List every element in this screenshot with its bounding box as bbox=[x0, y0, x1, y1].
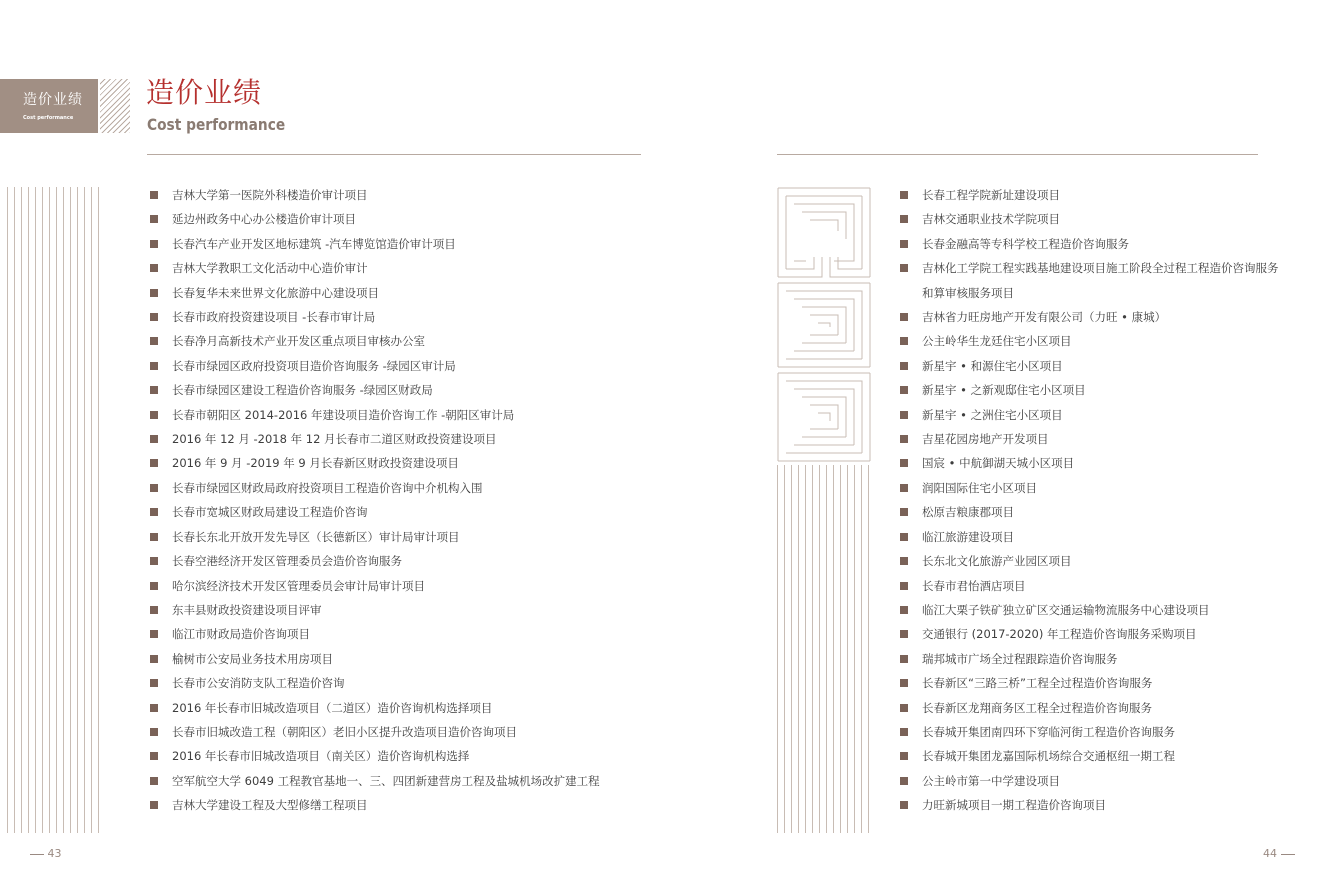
bullet-square-icon bbox=[900, 655, 908, 663]
list-item-text: 长春市政府投资建设项目 -长春市审计局 bbox=[172, 310, 376, 325]
list-item-text: 长春市绿园区建设工程造价咨询服务 -绿园区财政局 bbox=[172, 383, 433, 398]
page-number-dash bbox=[30, 854, 44, 855]
bullet-square-icon bbox=[150, 557, 158, 565]
bullet-square-icon bbox=[150, 508, 158, 516]
list-item-text: 2016 年长春市旧城改造项目（南关区）造价咨询机构选择 bbox=[172, 749, 470, 764]
list-item bbox=[150, 744, 630, 768]
list-item-text: 临江旅游建设项目 bbox=[922, 529, 1014, 544]
bullet-square-icon bbox=[150, 386, 158, 394]
bullet-square-icon bbox=[900, 728, 908, 736]
bullet-square-icon bbox=[150, 435, 158, 443]
bullet-square-icon bbox=[150, 484, 158, 492]
bullet-square-icon bbox=[150, 679, 158, 687]
list-item bbox=[150, 720, 630, 744]
section-tab-subtitle: Cost performance bbox=[23, 115, 74, 121]
list-item-text: 瑞邦城市广场全过程跟踪造价咨询服务 bbox=[922, 651, 1118, 666]
list-item bbox=[150, 403, 630, 427]
bullet-square-icon bbox=[900, 557, 908, 565]
bullet-square-icon bbox=[150, 655, 158, 663]
list-item bbox=[900, 403, 1280, 427]
list-item-text: 长春金融高等专科学校工程造价咨询服务 bbox=[922, 236, 1129, 251]
list-item-text: 吉林大学教职工文化活动中心造价审计 bbox=[172, 261, 368, 276]
list-item bbox=[150, 500, 630, 524]
list-item bbox=[150, 378, 630, 402]
list-item bbox=[900, 769, 1280, 793]
bullet-square-icon bbox=[900, 582, 908, 590]
page-number-value: 44 bbox=[1263, 847, 1277, 860]
bullet-square-icon bbox=[900, 337, 908, 345]
list-item bbox=[150, 671, 630, 695]
bullet-square-icon bbox=[900, 679, 908, 687]
bullet-square-icon bbox=[150, 582, 158, 590]
list-item bbox=[900, 671, 1280, 695]
list-item-text: 国宸 • 中航御湖天城小区项目 bbox=[922, 456, 1075, 471]
list-item-text: 长春市绿园区政府投资项目造价咨询服务 -绿园区审计局 bbox=[172, 358, 456, 373]
list-item-text: 榆树市公安局业务技术用房项目 bbox=[172, 651, 333, 666]
list-item-text: 吉林省力旺房地产开发有限公司（力旺 • 康城） bbox=[922, 310, 1167, 325]
list-item-text: 长春新区龙翔商务区工程全过程造价咨询服务 bbox=[922, 700, 1152, 715]
bullet-square-icon bbox=[900, 801, 908, 809]
list-item bbox=[900, 696, 1280, 720]
list-item bbox=[900, 549, 1280, 573]
bullet-square-icon bbox=[900, 533, 908, 541]
list-item-text: 长春市旧城改造工程（朝阳区）老旧小区提升改造项目造价咨询项目 bbox=[172, 724, 517, 739]
bullet-square-icon bbox=[150, 264, 158, 272]
bullet-square-icon bbox=[900, 240, 908, 248]
list-item-text: 长春市朝阳区 2014-2016 年建设项目造价咨询工作 -朝阳区审计局 bbox=[172, 407, 515, 422]
list-item-text: 吉林大学第一医院外科楼造价审计项目 bbox=[172, 188, 368, 202]
list-item-text: 临江大栗子铁矿独立矿区交通运输物流服务中心建设项目 bbox=[922, 602, 1210, 617]
bullet-square-icon bbox=[900, 630, 908, 638]
list-item bbox=[900, 207, 1280, 231]
list-item-text: 吉林大学建设工程及大型修缮工程项目 bbox=[172, 798, 368, 813]
list-item bbox=[900, 598, 1280, 622]
list-item-text: 长春城开集团龙嘉国际机场综合交通枢纽一期工程 bbox=[922, 749, 1175, 764]
list-item-text: 长春市宽城区财政局建设工程造价咨询 bbox=[172, 505, 368, 520]
list-item bbox=[900, 574, 1280, 598]
list-item-text: 长春复华未来世界文化旅游中心建设项目 bbox=[172, 285, 379, 300]
page-number-right bbox=[1263, 846, 1295, 862]
bullet-square-icon bbox=[900, 752, 908, 760]
list-item-text: 哈尔滨经济技术开发区管理委员会审计局审计项目 bbox=[172, 578, 425, 593]
page-subtitle: Cost performance bbox=[147, 115, 286, 134]
bullet-square-icon bbox=[900, 411, 908, 419]
list-item-text: 长春汽车产业开发区地标建筑 -汽车博览馆造价审计项目 bbox=[172, 236, 456, 251]
list-item-text: 2016 年长春市旧城改造项目（二道区）造价咨询机构选择项目 bbox=[172, 700, 493, 715]
list-item bbox=[150, 525, 630, 549]
list-item-text: 新星宇 • 和源住宅小区项目 bbox=[922, 358, 1063, 373]
list-item-text: 长春长东北开放开发先导区（长德新区）审计局审计项目 bbox=[172, 529, 460, 544]
list-item bbox=[150, 696, 630, 720]
bullet-square-icon bbox=[150, 337, 158, 345]
list-item bbox=[900, 647, 1280, 671]
bullet-square-icon bbox=[150, 777, 158, 785]
list-item bbox=[900, 256, 1280, 305]
list-item-text: 公主岭市第一中学建设项目 bbox=[922, 773, 1060, 788]
list-item-text: 2016 年 12 月 -2018 年 12 月长春市二道区财政投资建设项目 bbox=[172, 432, 497, 447]
list-item-text: 临江市财政局造价咨询项目 bbox=[172, 627, 310, 642]
list-item bbox=[150, 427, 630, 451]
page-number-dash bbox=[1281, 854, 1295, 855]
list-item bbox=[150, 305, 630, 329]
stripe-decoration-right bbox=[777, 465, 871, 833]
list-item-text: 长春工程学院新址建设项目 bbox=[922, 188, 1060, 202]
list-item bbox=[900, 500, 1280, 524]
list-item-text: 新星宇 • 之新观邸住宅小区项目 bbox=[922, 383, 1086, 398]
list-item bbox=[900, 378, 1280, 402]
bullet-square-icon bbox=[900, 704, 908, 712]
bullet-square-icon bbox=[900, 191, 908, 199]
bullet-square-icon bbox=[150, 313, 158, 321]
list-item-text: 长春空港经济开发区管理委员会造价咨询服务 bbox=[172, 554, 402, 569]
list-item bbox=[900, 427, 1280, 451]
list-item bbox=[150, 256, 630, 280]
bullet-square-icon bbox=[900, 459, 908, 467]
bullet-square-icon bbox=[150, 411, 158, 419]
bullet-square-icon bbox=[150, 801, 158, 809]
project-list-left bbox=[150, 183, 630, 818]
stripe-decoration-left bbox=[7, 187, 101, 833]
bullet-square-icon bbox=[150, 630, 158, 638]
bullet-square-icon bbox=[150, 362, 158, 370]
list-item bbox=[150, 549, 630, 573]
list-item-text: 吉林化工学院工程实践基地建设项目施工阶段全过程工程造价咨询服务和算审核服务项目 bbox=[922, 261, 1279, 300]
list-item-text: 长春净月高新技术产业开发区重点项目审核办公室 bbox=[172, 334, 425, 349]
page-title: 造价业绩 bbox=[146, 76, 263, 109]
list-item-text: 松原吉粮康郡项目 bbox=[922, 505, 1014, 520]
hatch-decoration bbox=[100, 79, 130, 133]
divider-right bbox=[777, 154, 1258, 155]
list-item-text: 长春新区“三路三桥”工程全过程造价咨询服务 bbox=[922, 676, 1153, 691]
list-item bbox=[900, 183, 1280, 207]
list-item-text: 延边州政务中心办公楼造价审计项目 bbox=[172, 212, 356, 227]
list-item-text: 新星宇 • 之洲住宅小区项目 bbox=[922, 407, 1063, 422]
list-item-text: 润阳国际住宅小区项目 bbox=[922, 480, 1037, 495]
bullet-square-icon bbox=[900, 508, 908, 516]
list-item bbox=[150, 183, 630, 207]
list-item bbox=[900, 744, 1280, 768]
page-number-left bbox=[30, 846, 62, 862]
bullet-square-icon bbox=[900, 606, 908, 614]
bullet-square-icon bbox=[150, 728, 158, 736]
bullet-square-icon bbox=[900, 362, 908, 370]
list-item-text: 空军航空大学 6049 工程教官基地一、三、四团新建营房工程及盐城机场改扩建工程 bbox=[172, 773, 600, 788]
list-item bbox=[150, 232, 630, 256]
list-item bbox=[150, 354, 630, 378]
list-item-text: 力旺新城项目一期工程造价咨询项目 bbox=[922, 798, 1106, 813]
list-item bbox=[150, 476, 630, 500]
project-list-right bbox=[900, 183, 1280, 818]
bullet-square-icon bbox=[900, 484, 908, 492]
list-item bbox=[900, 329, 1280, 353]
list-item bbox=[900, 525, 1280, 549]
list-item bbox=[900, 476, 1280, 500]
list-item-text: 长春城开集团南四环下穿临河街工程造价咨询服务 bbox=[922, 724, 1175, 739]
bullet-square-icon bbox=[150, 191, 158, 199]
list-item bbox=[150, 598, 630, 622]
list-item bbox=[900, 720, 1280, 744]
bullet-square-icon bbox=[150, 240, 158, 248]
list-item bbox=[150, 329, 630, 353]
page-number-value: 43 bbox=[47, 847, 62, 860]
list-item bbox=[900, 451, 1280, 475]
bullet-square-icon bbox=[150, 459, 158, 467]
bullet-square-icon bbox=[900, 435, 908, 443]
bullet-square-icon bbox=[150, 752, 158, 760]
list-item-text: 吉林交通职业技术学院项目 bbox=[922, 212, 1060, 227]
list-item bbox=[150, 207, 630, 231]
list-item bbox=[150, 574, 630, 598]
list-item bbox=[900, 305, 1280, 329]
bullet-square-icon bbox=[150, 533, 158, 541]
list-item-text: 交通银行 (2017-2020) 年工程造价咨询服务采购项目 bbox=[922, 627, 1197, 642]
list-item bbox=[150, 451, 630, 475]
list-item-text: 东丰县财政投资建设项目评审 bbox=[172, 602, 322, 617]
list-item-text: 长春市公安消防支队工程造价咨询 bbox=[172, 676, 345, 691]
bullet-square-icon bbox=[900, 215, 908, 223]
bullet-square-icon bbox=[150, 704, 158, 712]
list-item bbox=[900, 354, 1280, 378]
list-item-text: 长东北文化旅游产业园区项目 bbox=[922, 554, 1072, 569]
list-item bbox=[150, 281, 630, 305]
list-item-text: 公主岭华生龙廷住宅小区项目 bbox=[922, 334, 1072, 349]
bullet-square-icon bbox=[900, 264, 908, 272]
section-tab-title: 造价业绩 bbox=[23, 92, 83, 108]
list-item bbox=[150, 769, 630, 793]
section-tab bbox=[0, 79, 98, 133]
list-item bbox=[150, 793, 630, 817]
divider-left bbox=[147, 154, 641, 155]
bullet-square-icon bbox=[150, 606, 158, 614]
bullet-square-icon bbox=[150, 289, 158, 297]
list-item bbox=[150, 622, 630, 646]
list-item-text: 长春市君怡酒店项目 bbox=[922, 578, 1026, 593]
bullet-square-icon bbox=[900, 386, 908, 394]
bullet-square-icon bbox=[150, 215, 158, 223]
list-item-text: 长春市绿园区财政局政府投资项目工程造价咨询中介机构入围 bbox=[172, 480, 483, 495]
bullet-square-icon bbox=[900, 313, 908, 321]
list-item bbox=[900, 622, 1280, 646]
list-item bbox=[150, 647, 630, 671]
list-item-text: 2016 年 9 月 -2019 年 9 月长春新区财政投资建设项目 bbox=[172, 456, 459, 471]
meander-pattern-decoration bbox=[777, 187, 871, 462]
bullet-square-icon bbox=[900, 777, 908, 785]
list-item-text: 吉星花园房地产开发项目 bbox=[922, 432, 1049, 447]
list-item bbox=[900, 232, 1280, 256]
list-item bbox=[900, 793, 1280, 817]
